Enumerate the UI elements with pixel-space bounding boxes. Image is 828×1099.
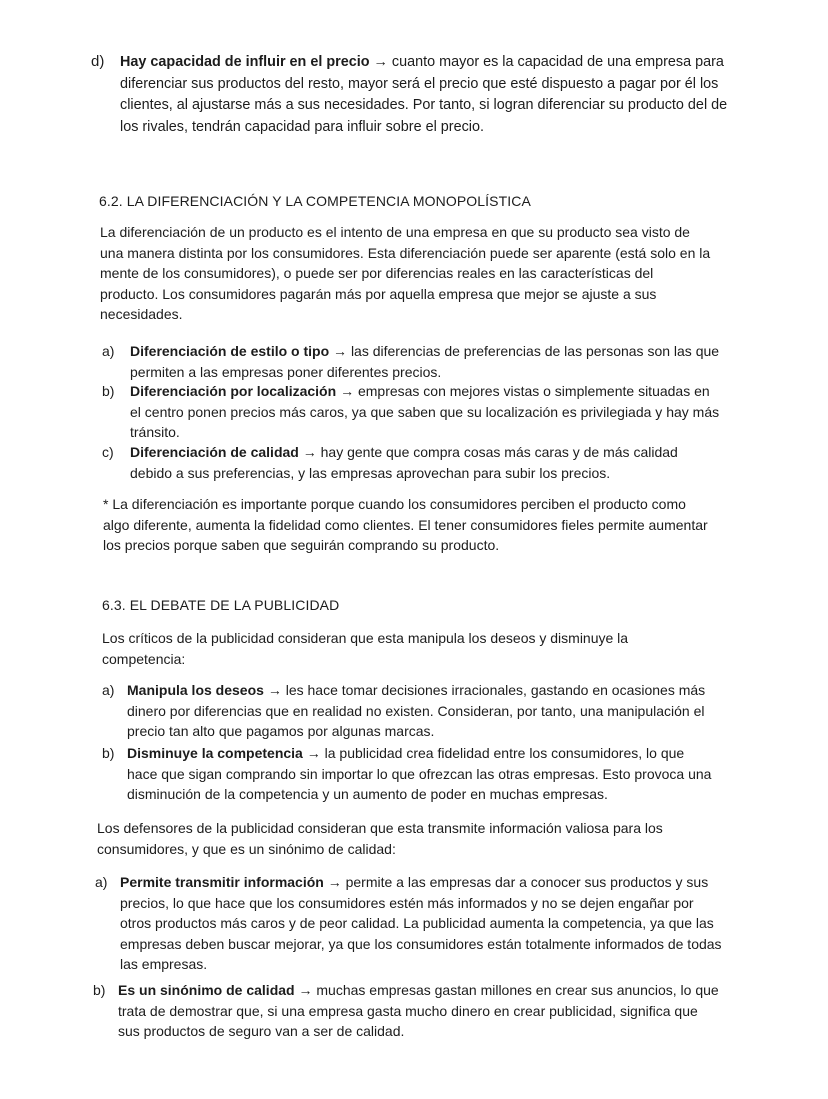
item-description: cuanto mayor es la capacidad de una empresa para diferenciar sus productos del resto, mayor será el precio que esté dispuesto a pagar por él los clientes, al ajustarse más a sus necesidades. Por tanto, si logran diferenciar su producto del de los rivales, tendrán capacidad para influir sobre el precio. [120, 54, 728, 135]
item-bold-term: Diferenciación de estilo o tipo [130, 343, 330, 359]
section-6-2-note: * La diferenciación es importante porque cuando los consumidores perciben el producto como algo diferente, aumenta la fidelidad como clientes. El tener consumidores fieles permite aumentar los precios porque saben que seguirán comprando su producto. [103, 496, 708, 553]
item-bold-term: Disminuye la competencia [127, 745, 303, 761]
item-bold-term: Diferenciación por localización [130, 383, 337, 399]
item-description: les hace tomar decisiones irracionales, gastando en ocasiones más dinero por diferencias que en realidad no existen. Consideran, por tanto, una manipulación el precio tan alto que pagamos por algunas marcas. [127, 682, 706, 739]
list-item-c [102, 442, 722, 483]
item-label: c) [102, 444, 114, 460]
arrow-icon: → [333, 343, 348, 359]
item-text [130, 341, 722, 382]
item-description: muchas empresas gastan millones en crear sus anuncios, lo que trata de demostrar que, si una empresa gasta mucho dinero en crear publicidad, significa que sus productos de seguro van a ser de calidad. [118, 982, 719, 1039]
item-text [120, 872, 725, 975]
item-bold-term: Es un sinónimo de calidad [118, 982, 295, 998]
item-label: b) [102, 383, 115, 399]
item-description: la publicidad crea fidelidad entre los consumidores, lo que hace que sigan comprando sin importar lo que ofrezcan las otras empresas. Esto provoca una disminución de la competencia y un aumento de poder en muchas empresas. [127, 745, 712, 802]
defenders-paragraph: Los defensores de la publicidad consideran que esta transmite información valiosa para los consumidores, y que es un sinónimo de calidad: [97, 820, 663, 857]
item-text [127, 743, 717, 805]
item-text [127, 680, 717, 742]
item-description: las diferencias de preferencias de las personas son las que permiten a las empresas poner diferentes precios. [130, 343, 720, 380]
item-text [130, 381, 722, 443]
item-bold-term: Diferenciación de calidad [130, 444, 299, 460]
item-text [118, 980, 723, 1042]
arrow-icon: → [340, 383, 355, 399]
arrow-icon: → [373, 54, 388, 70]
critics-item-b [102, 743, 717, 805]
item-label: a) [95, 874, 108, 890]
list-item-b [102, 381, 722, 443]
item-label: b) [102, 745, 115, 761]
item-label: b) [93, 982, 106, 998]
arrow-icon: → [267, 682, 282, 698]
defenders-item-a [95, 872, 725, 975]
arrow-icon: → [298, 982, 313, 998]
section-heading-6-3: 6.3. EL DEBATE DE LA PUBLICIDAD [102, 597, 340, 613]
item-bold-term: Hay capacidad de influir en el precio [120, 54, 370, 70]
section-heading-6-2: 6.2. LA DIFERENCIACIÓN Y LA COMPETENCIA MONOPOLÍSTICA [99, 193, 531, 209]
item-description: hay gente que compra cosas más caras y de más calidad debido a sus preferencias, y las empresas aprovechan para subir los precios. [130, 444, 678, 481]
arrow-icon: → [327, 874, 342, 890]
arrow-icon: → [302, 444, 317, 460]
item-label: a) [102, 682, 115, 698]
item-bold-term: Manipula los deseos [127, 682, 264, 698]
list-item-d [91, 52, 731, 138]
item-text [130, 442, 722, 483]
item-text [120, 52, 731, 138]
list-item-a [102, 341, 722, 382]
item-label: d) [91, 53, 105, 70]
arrow-icon: → [306, 745, 321, 761]
item-description: permite a las empresas dar a conocer sus productos y sus precios, lo que hace que los consumidores estén más informados y no se dejen engañar por otros productos más caros y de peor calidad. La publicidad aumenta la competencia, ya que las empresas deben buscar mejorar, ya que los consumidores están totalmente informados de todas las empresas. [120, 874, 722, 972]
item-description: empresas con mejores vistas o simplemente situadas en el centro ponen precios más caros, ya que saben que su localización es privilegiada y hay más tránsito. [130, 383, 720, 440]
section-6-2-paragraph: La diferenciación de un producto es el intento de una empresa en que su producto sea visto de una manera distinta por los consumidores. Esta diferenciación puede ser aparente (está solo en la mente de los consumidores), o puede ser por diferencias reales en las características del producto. Los consumidores pagarán más por aquella empresa que mejor se ajuste a sus necesidades. [100, 224, 711, 322]
critics-paragraph: Los críticos de la publicidad consideran que esta manipula los deseos y disminuye la competencia: [102, 630, 629, 667]
defenders-item-b [93, 980, 723, 1042]
item-label: a) [102, 343, 115, 359]
critics-item-a [102, 680, 717, 742]
item-bold-term: Permite transmitir información [120, 874, 324, 890]
